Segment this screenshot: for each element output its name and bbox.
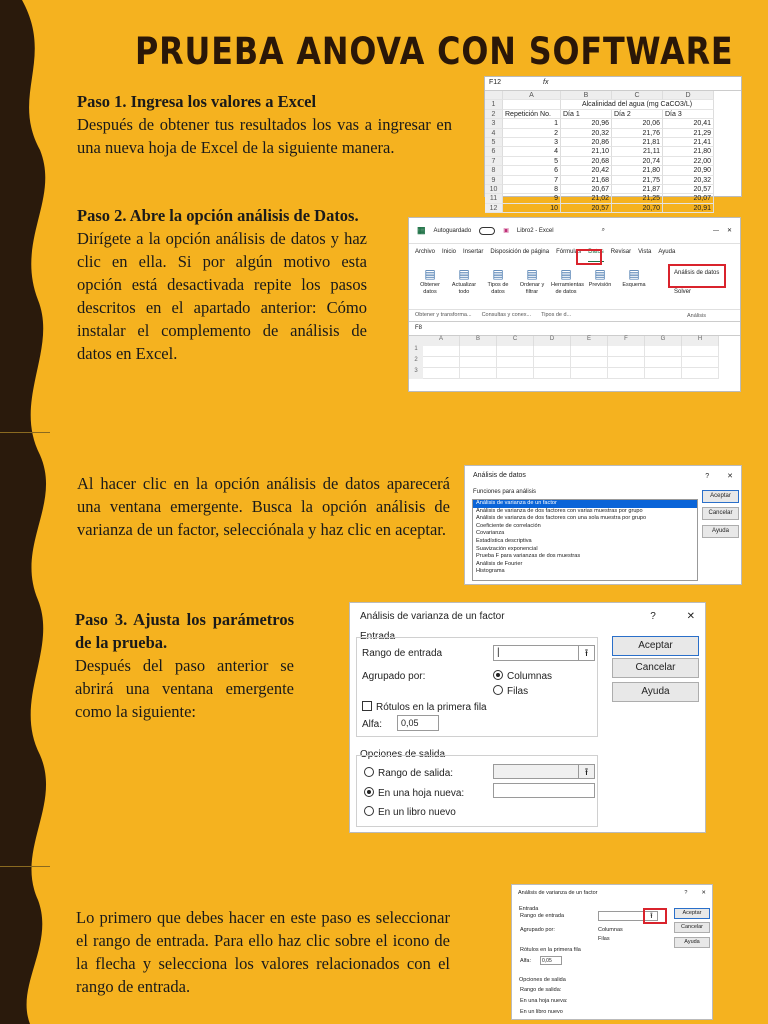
- ribbon-tab[interactable]: Disposición de página: [490, 249, 550, 255]
- agrupado-label: Agrupado por:: [520, 927, 555, 933]
- ribbon-button[interactable]: [619, 266, 649, 305]
- table-cell[interactable]: 8: [503, 185, 561, 194]
- table-cell[interactable]: 7: [503, 176, 561, 185]
- cell[interactable]: [608, 357, 645, 368]
- ok-button[interactable]: Aceptar: [612, 636, 699, 656]
- help-button[interactable]: Ayuda: [702, 525, 739, 538]
- column-header[interactable]: G: [645, 336, 682, 346]
- cell[interactable]: [645, 368, 682, 379]
- ribbon-button-icon: ▤: [492, 267, 504, 281]
- ribbon-button-label: Herramientas de datos: [551, 282, 585, 295]
- list-item[interactable]: Análisis de Fourier: [476, 560, 523, 567]
- entrada-label: Entrada: [519, 906, 539, 912]
- alfa-input[interactable]: 0,05: [540, 956, 562, 965]
- row-header[interactable]: 9: [485, 176, 503, 185]
- list-item[interactable]: Covarianza: [476, 530, 505, 537]
- ribbon-tab[interactable]: Fórmulas: [556, 249, 582, 255]
- cell[interactable]: [534, 368, 571, 379]
- help-icon[interactable]: ?: [650, 611, 656, 622]
- ribbon-button[interactable]: [449, 266, 479, 305]
- excel-icon: ▦: [417, 225, 426, 235]
- ribbon-group-label: Obtener y transforma...: [415, 312, 472, 318]
- close-icon[interactable]: ✕: [686, 611, 695, 622]
- table-cell[interactable]: 1: [503, 119, 561, 128]
- radio-icon: [364, 806, 374, 816]
- functions-label: Funciones para análisis: [473, 489, 537, 495]
- rango-entrada-label: Rango de entrada: [520, 913, 565, 919]
- table-cell[interactable]: 21,11: [612, 147, 663, 156]
- agrupado-label: Agrupado por:: [362, 671, 426, 682]
- step1-body: Después de obtener tus resultados los vas a ingresar en una nueva hoja de Excel de la siguiente manera.: [77, 115, 452, 157]
- ribbon-button-icon: ▤: [526, 267, 538, 281]
- table-cell[interactable]: 20,32: [663, 176, 714, 185]
- cell[interactable]: [497, 346, 534, 357]
- ribbon-tab[interactable]: Ayuda: [658, 249, 676, 255]
- cancel-button[interactable]: Cancelar: [702, 507, 739, 520]
- list-item[interactable]: Análisis de varianza de un factor: [473, 500, 697, 508]
- ribbon-button-label: Esquema: [622, 282, 646, 288]
- name-box: F8: [415, 325, 423, 331]
- datos-tab-highlight: [576, 249, 602, 265]
- cell[interactable]: [534, 346, 571, 357]
- step1-block: [77, 90, 452, 159]
- cell[interactable]: [571, 357, 608, 368]
- radio-selected-icon: [493, 670, 503, 680]
- table-cell[interactable]: 20,41: [663, 119, 714, 128]
- column-header[interactable]: A: [503, 91, 561, 100]
- ribbon-group-label: Consultas y conex...: [481, 312, 532, 318]
- dialog-title-bar: [465, 466, 741, 486]
- range-select-arrow-icon[interactable]: ⭱: [578, 646, 594, 660]
- table-cell[interactable]: 21,80: [612, 166, 663, 175]
- list-item[interactable]: Coeficiente de correlación: [476, 522, 541, 529]
- para4: Lo primero que debes hacer en este paso es seleccionar el rango de entrada. Para ello haz clic sobre el icono de la flecha y selecciona los valores relacionados con el rango de entrada.: [76, 908, 450, 996]
- row-header[interactable]: 10: [485, 185, 503, 194]
- excel-ribbon-screenshot: [408, 217, 741, 392]
- cell[interactable]: [503, 100, 561, 109]
- column-header-cell: Repetición No.: [503, 110, 561, 119]
- file-name: Libro2 - Excel: [516, 227, 554, 234]
- radio-selected-icon: [364, 787, 374, 797]
- ribbon-tab[interactable]: Insertar: [463, 249, 484, 255]
- column-header[interactable]: F: [608, 336, 645, 346]
- ribbon-button-icon: ▤: [458, 267, 470, 281]
- page-title: PRUEBA ANOVA CON SOFTWARE: [135, 30, 734, 73]
- radio-icon: [493, 685, 503, 695]
- columnas-radio[interactable]: [493, 670, 552, 682]
- list-item[interactable]: Análisis de varianza de dos factores con varias muestras por grupo: [476, 507, 643, 514]
- arrow-highlight: [643, 908, 667, 924]
- table-cell[interactable]: 21,41: [663, 138, 714, 147]
- rotulos-label: Rótulos en la primera fila: [376, 702, 487, 713]
- row-header[interactable]: 4: [485, 129, 503, 138]
- radio-icon: [364, 767, 374, 777]
- libro-nuevo-label: En un libro nuevo: [378, 807, 456, 818]
- list-item[interactable]: Análisis de varianza de dos factores con una sola muestra por grupo: [476, 515, 647, 522]
- anova-dialog-screenshot: [349, 602, 706, 833]
- column-header[interactable]: B: [561, 91, 612, 100]
- autosave-label: Autoguardado: [433, 227, 472, 234]
- row-header[interactable]: 3: [485, 119, 503, 128]
- table-cell[interactable]: 4: [503, 147, 561, 156]
- excel-data-screenshot: [484, 76, 742, 212]
- opciones-label: Opciones de salida: [519, 977, 566, 983]
- hoja-nueva-radio[interactable]: En una hoja nueva:: [520, 998, 568, 1004]
- help-icon[interactable]: ?: [705, 473, 710, 480]
- ribbon-tab[interactable]: Revisar: [610, 249, 632, 255]
- table-cell[interactable]: 20,70: [612, 204, 663, 213]
- filas-label: Filas: [507, 686, 529, 697]
- divider-line: [0, 432, 50, 433]
- rango-salida-radio[interactable]: Rango de salida:: [520, 987, 562, 993]
- table-cell[interactable]: 21,81: [612, 138, 663, 147]
- rotulos-checkbox[interactable]: Rótulos en la primera fila: [520, 947, 581, 953]
- rango-entrada-label: Rango de entrada: [362, 648, 443, 659]
- column-header[interactable]: D: [534, 336, 571, 346]
- ribbon-button[interactable]: [517, 266, 547, 305]
- ribbon-button-label: Previsión: [588, 282, 612, 288]
- table-cell[interactable]: 2: [503, 129, 561, 138]
- filas-radio[interactable]: Filas: [598, 936, 610, 942]
- analisis-group-label: Análisis: [687, 313, 706, 319]
- rango-salida-label: Rango de salida:: [378, 768, 454, 779]
- table-cell[interactable]: 10: [503, 204, 561, 213]
- cell[interactable]: [423, 357, 460, 368]
- cell[interactable]: [645, 346, 682, 357]
- step3-block: [75, 608, 294, 723]
- table-cell[interactable]: 20,32: [561, 129, 612, 138]
- table-cell[interactable]: 21,75: [612, 176, 663, 185]
- row-header[interactable]: 1: [409, 346, 423, 357]
- hoja-nueva-label: En una hoja nueva:: [378, 788, 465, 799]
- ok-button[interactable]: Aceptar: [702, 490, 739, 503]
- row-header[interactable]: 3: [409, 368, 423, 379]
- table-cell[interactable]: 20,57: [561, 204, 612, 213]
- step1-heading: Paso 1. Ingresa los valores a Excel: [77, 92, 317, 111]
- row-header[interactable]: 2: [485, 110, 503, 119]
- table-cell[interactable]: 20,67: [561, 185, 612, 194]
- functions-list[interactable]: [472, 499, 698, 581]
- cell[interactable]: [682, 346, 719, 357]
- solver-button[interactable]: Solver: [674, 289, 692, 295]
- row-header[interactable]: 8: [485, 166, 503, 175]
- column-header[interactable]: B: [460, 336, 497, 346]
- formula-bar: [409, 322, 740, 336]
- column-header-cell: Día 1: [561, 110, 612, 119]
- ribbon-button-label: Tipos de datos: [487, 282, 509, 295]
- table-cell[interactable]: 20,91: [663, 204, 714, 213]
- name-box: F12: [489, 79, 502, 86]
- analisis-datos-button[interactable]: Análisis de datos: [674, 270, 720, 276]
- ribbon-button-icon: ▤: [594, 267, 606, 281]
- table-title: Alcalinidad del agua (mg CaCO3/L): [561, 100, 714, 109]
- cancel-button[interactable]: Cancelar: [674, 922, 710, 933]
- column-header[interactable]: A: [423, 336, 460, 346]
- table-cell[interactable]: 20,96: [561, 119, 612, 128]
- title-bar: [409, 218, 740, 244]
- table-cell[interactable]: 21,76: [612, 129, 663, 138]
- column-header-cell: Día 2: [612, 110, 663, 119]
- row-header[interactable]: 11: [485, 194, 503, 203]
- cell[interactable]: [682, 357, 719, 368]
- step2-heading: Paso 2. Abre la opción análisis de Datos.: [77, 206, 359, 225]
- dialog-title: Análisis de varianza de un factor: [518, 890, 598, 896]
- dialog-title-bar: [512, 885, 712, 901]
- anova-dialog-small-screenshot: [511, 884, 713, 1020]
- table-cell[interactable]: 20,06: [612, 119, 663, 128]
- table-cell[interactable]: 5: [503, 157, 561, 166]
- rotulos-checkbox[interactable]: [362, 701, 487, 713]
- cell[interactable]: [645, 357, 682, 368]
- table-cell[interactable]: 6: [503, 166, 561, 175]
- table-cell[interactable]: 21,80: [663, 147, 714, 156]
- list-item[interactable]: Prueba F para varianzas de dos muestras: [476, 553, 581, 560]
- step3-heading: Paso 3. Ajusta los parámetros de la prueba.: [75, 610, 294, 652]
- sheet-grid: [409, 336, 740, 379]
- save-icon[interactable]: ▣: [503, 228, 509, 234]
- table-cell[interactable]: 21,10: [561, 147, 612, 156]
- list-item[interactable]: Estadística descriptiva: [476, 537, 532, 544]
- divider-line: [0, 866, 50, 867]
- cell[interactable]: [423, 368, 460, 379]
- libro-nuevo-radio[interactable]: En un libro nuevo: [520, 1009, 563, 1015]
- row-header[interactable]: 12: [485, 204, 503, 213]
- ribbon-button[interactable]: [551, 266, 585, 305]
- fx-label: fx: [543, 79, 549, 86]
- table-cell[interactable]: 21,02: [561, 194, 612, 203]
- close-icon[interactable]: ✕: [727, 473, 733, 480]
- rango-salida-radio[interactable]: [364, 767, 453, 779]
- table-cell[interactable]: 9: [503, 194, 561, 203]
- help-button[interactable]: Ayuda: [674, 937, 710, 948]
- ribbon-button[interactable]: [415, 266, 445, 305]
- corner-cell[interactable]: [409, 336, 423, 346]
- excel-grid: [485, 91, 741, 213]
- cell[interactable]: [497, 368, 534, 379]
- cell[interactable]: [608, 368, 645, 379]
- cell[interactable]: [534, 357, 571, 368]
- column-header[interactable]: [485, 91, 503, 100]
- help-button[interactable]: Ayuda: [612, 682, 699, 702]
- ribbon-button[interactable]: [483, 266, 513, 305]
- ribbon-tab[interactable]: Inicio: [442, 249, 457, 255]
- range-select-arrow-icon[interactable]: ⭱: [578, 765, 594, 778]
- analysis-dialog-screenshot: [464, 465, 742, 585]
- row-header[interactable]: 6: [485, 147, 503, 156]
- cell[interactable]: [571, 368, 608, 379]
- ribbon-tabs: [409, 244, 740, 262]
- formula-bar: [485, 77, 741, 91]
- columnas-radio[interactable]: Columnas: [598, 927, 623, 933]
- cell[interactable]: [497, 357, 534, 368]
- step3-body: Después del paso anterior se abrirá una ventana emergente como la siguiente:: [75, 656, 294, 721]
- table-cell[interactable]: 20,42: [561, 166, 612, 175]
- ribbon-tab[interactable]: Vista: [638, 249, 652, 255]
- alfa-input[interactable]: 0,05: [397, 715, 439, 731]
- ribbon-button-icon: ▤: [628, 267, 640, 281]
- rango-salida-input[interactable]: [493, 764, 595, 779]
- table-cell[interactable]: 3: [503, 138, 561, 147]
- cell[interactable]: [608, 346, 645, 357]
- dialog-title: Análisis de varianza de un factor: [360, 611, 505, 622]
- hoja-nueva-input[interactable]: [493, 783, 595, 798]
- table-cell[interactable]: 21,68: [561, 176, 612, 185]
- ribbon-button[interactable]: [585, 266, 615, 305]
- cancel-button[interactable]: Cancelar: [612, 658, 699, 678]
- ribbon-button-label: Obtener datos: [420, 282, 440, 295]
- search-icon[interactable]: ⌕: [601, 227, 605, 233]
- row-header[interactable]: 2: [409, 357, 423, 368]
- minimize-icon[interactable]: —: [712, 227, 719, 234]
- alfa-label: Alfa:: [362, 719, 383, 730]
- cell[interactable]: [460, 357, 497, 368]
- help-icon[interactable]: ?: [684, 890, 688, 896]
- columnas-label: Columnas: [507, 671, 553, 682]
- column-header[interactable]: H: [682, 336, 719, 346]
- ribbon-group-label: Tipos de d...: [541, 312, 572, 318]
- list-item[interactable]: Histograma: [476, 568, 505, 575]
- row-header[interactable]: 5: [485, 138, 503, 147]
- dialog-title-bar: [350, 603, 705, 630]
- table-cell[interactable]: 20,90: [663, 166, 714, 175]
- table-cell[interactable]: 22,00: [663, 157, 714, 166]
- ribbon-button-icon: ▤: [424, 267, 436, 281]
- ribbon-button-label: Actualizar todo: [451, 282, 477, 295]
- para3: Al hacer clic en la opción análisis de datos aparecerá una ventana emergente. Busca la opción análisis de varianza de un factor, selecciónala y haz clic en aceptar.: [77, 474, 450, 539]
- table-cell[interactable]: 21,25: [612, 194, 663, 203]
- list-item[interactable]: Suavización exponencial: [476, 545, 538, 552]
- step2-body: Dirígete a la opción análisis de datos y haz clic en ella. Si por algún motivo esta opción está desactivada repite los pasos descritos en el apartado anterior: Cómo instalar el complemento de análisis de datos en Excel.: [77, 229, 367, 363]
- dialog-title: Análisis de datos: [473, 472, 526, 479]
- range-select-arrow-icon[interactable]: ⭱: [650, 911, 653, 920]
- entrada-label: Entrada: [360, 631, 396, 642]
- libro-nuevo-radio[interactable]: [364, 806, 456, 818]
- table-cell[interactable]: 21,29: [663, 129, 714, 138]
- autosave-toggle[interactable]: [479, 227, 495, 235]
- opciones-label: Opciones de salida: [360, 749, 446, 760]
- cell[interactable]: [682, 368, 719, 379]
- column-header[interactable]: E: [571, 336, 608, 346]
- ribbon-button-icon: ▤: [560, 267, 572, 281]
- ribbon-tab[interactable]: Datos: [588, 249, 604, 262]
- ribbon-tab[interactable]: Archivo: [415, 249, 436, 255]
- filas-radio[interactable]: [493, 685, 528, 697]
- table-cell[interactable]: 20,86: [561, 138, 612, 147]
- rango-entrada-input[interactable]: | ⭱: [493, 645, 595, 661]
- cell[interactable]: [423, 346, 460, 357]
- column-header[interactable]: C: [497, 336, 534, 346]
- table-cell[interactable]: 20,07: [663, 194, 714, 203]
- close-icon[interactable]: ✕: [726, 228, 732, 234]
- close-icon[interactable]: ✕: [701, 890, 706, 896]
- table-cell[interactable]: 20,68: [561, 157, 612, 166]
- row-header[interactable]: 1: [485, 100, 503, 109]
- cell[interactable]: [460, 368, 497, 379]
- table-cell[interactable]: 20,57: [663, 185, 714, 194]
- column-header[interactable]: D: [663, 91, 714, 100]
- hoja-nueva-radio[interactable]: [364, 787, 464, 799]
- wavy-border-decoration: [0, 0, 50, 1024]
- analisis-highlight: [668, 264, 726, 288]
- column-header[interactable]: C: [612, 91, 663, 100]
- ribbon-button-label: Ordenar y filtrar: [519, 282, 545, 295]
- ok-button[interactable]: Aceptar: [674, 908, 710, 919]
- table-cell[interactable]: 20,74: [612, 157, 663, 166]
- table-cell[interactable]: 21,87: [612, 185, 663, 194]
- step2-block: [77, 204, 367, 365]
- column-header-cell: Día 3: [663, 110, 714, 119]
- row-header[interactable]: 7: [485, 157, 503, 166]
- alfa-label: Alfa:: [520, 958, 532, 964]
- cell[interactable]: [460, 346, 497, 357]
- checkbox-icon: [362, 701, 372, 711]
- cell[interactable]: [571, 346, 608, 357]
